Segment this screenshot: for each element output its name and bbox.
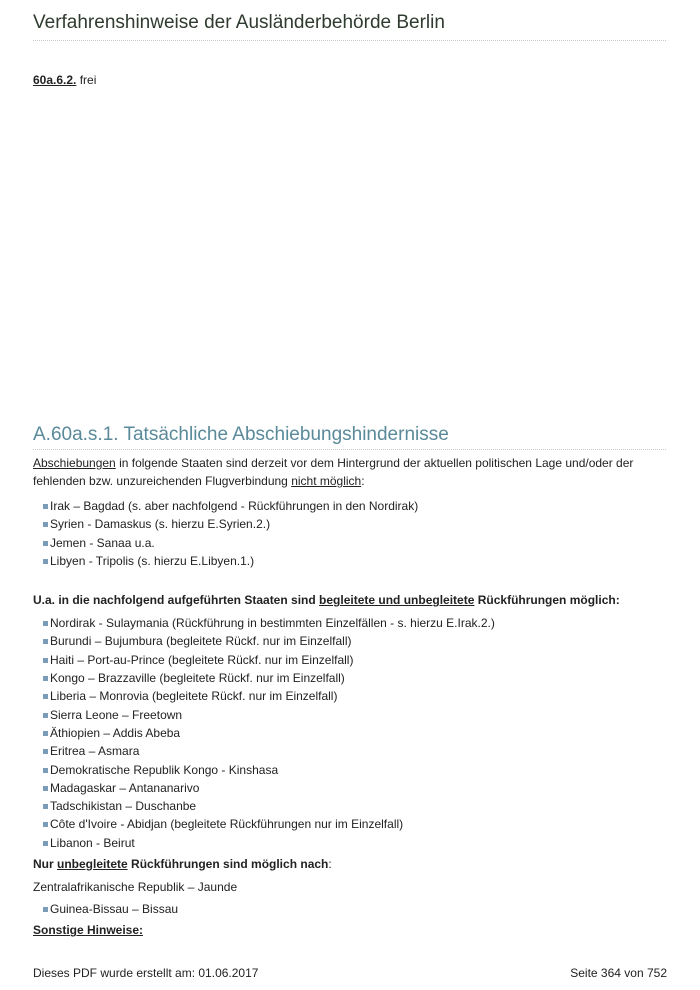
heading3-pre: Nur <box>33 857 57 872</box>
heading3-colon: : <box>328 857 332 872</box>
list-item: Demokratische Republik Kongo - Kinshasa <box>43 761 673 779</box>
section-title: A.60a.s.1. Tatsächliche Abschiebungshindernisse <box>33 424 666 450</box>
heading2-underlined: begleitete und unbegleitete <box>319 593 475 608</box>
intro-colon: : <box>361 474 365 488</box>
list-item: Kongo – Brazzaville (begleitete Rückf. nur im Einzelfall) <box>43 669 673 687</box>
intro-nicht-moeglich: nicht möglich <box>291 474 362 488</box>
heading-possible-returns <box>33 591 673 609</box>
footer-created-date: Dieses PDF wurde erstellt am: 01.06.2017 <box>33 966 259 980</box>
list-item: Nordirak - Sulaymania (Rückführung in bestimmten Einzelfällen - s. hierzu E.Irak.2.) <box>43 614 673 632</box>
paragraph-text: frei <box>79 73 97 87</box>
list-possible <box>33 614 673 852</box>
sonstige-hinweise-heading: Sonstige Hinweise: <box>33 923 144 938</box>
list-item: Irak – Bagdad (s. aber nachfolgend - Rückführungen in den Nordirak) <box>43 497 673 515</box>
list-not-possible <box>33 497 673 570</box>
plain-line: Zentralafrikanische Republik – Jaunde <box>33 880 238 895</box>
list-unaccompanied <box>33 900 673 918</box>
list-item: Guinea-Bissau – Bissau <box>43 900 673 918</box>
heading3-underlined: unbegleitete <box>57 857 128 872</box>
list-item: Burundi – Bujumbura (begleitete Rückf. nur im Einzelfall) <box>43 632 673 650</box>
list-item: Syrien - Damaskus (s. hierzu E.Syrien.2.) <box>43 515 673 533</box>
list-item: Libanon - Beirut <box>43 834 673 852</box>
heading-unaccompanied-only <box>33 855 673 873</box>
list-item: Sierra Leone – Freetown <box>43 706 673 724</box>
section-content <box>33 454 673 939</box>
list-item: Côte d'Ivoire - Abidjan (begleitete Rückführungen nur im Einzelfall) <box>43 815 673 833</box>
heading2-pre: U.a. in die nachfolgend aufgeführten Staaten sind <box>33 593 320 608</box>
list-item: Jemen - Sanaa u.a. <box>43 534 673 552</box>
heading3-post: Rückführungen sind möglich nach <box>127 857 329 872</box>
list-item: Liberia – Monrovia (begleitete Rückf. nur im Einzelfall) <box>43 687 673 705</box>
intro-paragraph <box>33 454 673 490</box>
list-item: Äthiopien – Addis Abeba <box>43 724 673 742</box>
page-header-title: Verfahrenshinweise der Ausländerbehörde Berlin <box>33 12 666 41</box>
footer-page-number: Seite 364 von 752 <box>570 966 667 980</box>
intro-abschiebungen: Abschiebungen <box>33 456 116 470</box>
list-item: Eritrea – Asmara <box>43 742 673 760</box>
list-item: Haiti – Port-au-Prince (begleitete Rückf. nur im Einzelfall) <box>43 651 673 669</box>
list-item: Libyen - Tripolis (s. hierzu E.Libyen.1.) <box>43 552 673 570</box>
paragraph-60a-6-2 <box>33 73 96 87</box>
paragraph-number: 60a.6.2. <box>33 73 77 87</box>
heading2-post: Rückführungen möglich: <box>474 593 620 608</box>
list-item: Madagaskar – Antananarivo <box>43 779 673 797</box>
list-item: Tadschikistan – Duschanbe <box>43 797 673 815</box>
intro-text: in folgende Staaten sind derzeit vor dem Hintergrund der aktuellen politischen Lage und/oder der fehlenden bzw. unzureichenden Flugverbindung <box>33 456 634 488</box>
